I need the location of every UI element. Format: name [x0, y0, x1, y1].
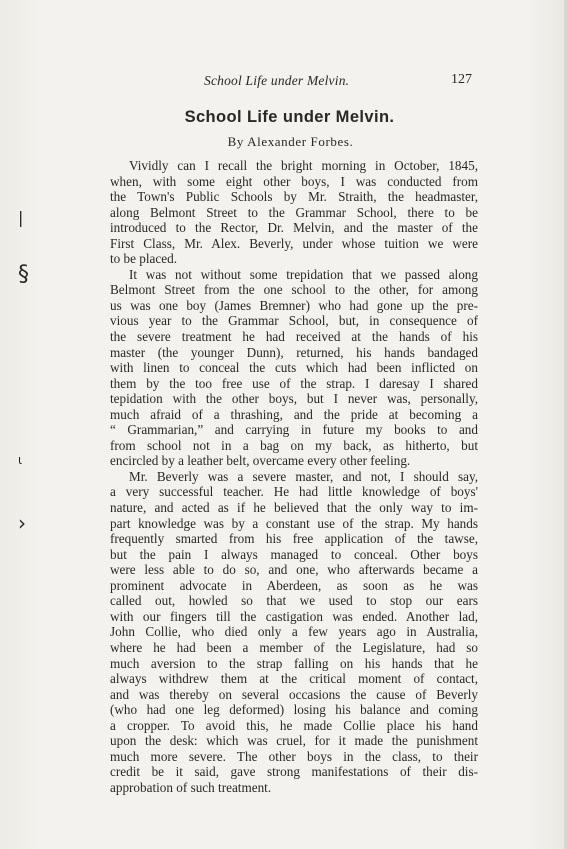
article-title: School Life under Melvin.	[184, 108, 395, 126]
text-line: frequently smarted from his free application of the tawse,	[110, 531, 478, 547]
text-line: much afraid of a thrashing, and the pride at becoming a	[110, 406, 478, 422]
text-line: encircled by a leather belt, overcame every other feeling.	[110, 453, 411, 469]
text-line: with linen to conceal the cuts which had been inflicted on	[110, 360, 478, 376]
text-line: Vividly can I recall the bright morning in October, 1845,	[129, 158, 478, 173]
text-line: much more severe. The other boys in the class, to their	[110, 748, 478, 764]
text-line: vious year to the Grammar School, but, in consequence of	[110, 313, 478, 329]
margin-mark-4: ›	[18, 511, 26, 535]
paragraph	[110, 267, 478, 469]
text-line: with our fingers till the castigation was ended. Another lad,	[110, 608, 478, 624]
article-byline: By Alexander Forbes.	[227, 134, 354, 149]
text-line: the Town's Public Schools by Mr. Straith, the headmaster,	[110, 189, 478, 205]
text-line: us was one boy (James Bremner) who had gone up the pre-	[110, 297, 478, 313]
text-line: and was thereby on several occasions the cause of Beverly	[110, 686, 478, 702]
text-line: but the pain I always managed to conceal. Other boys	[110, 546, 478, 562]
text-line: called out, howled so that we used to stop our ears	[110, 593, 478, 609]
text-line: approbation of such treatment.	[110, 779, 272, 795]
text-line: along Belmont Street to the Grammar School, there to be	[110, 204, 478, 220]
text-line: when, with some eight other boys, I was conducted from	[110, 173, 478, 189]
text-line: John Collie, who died only a few years ago in Australia,	[110, 624, 478, 640]
text-line: them by the too free use of the strap. I daresay I shared	[110, 375, 478, 391]
text-line: nature, and acted as if he believed that the only way to im-	[110, 500, 478, 516]
text-line: credit be it said, gave strong manifestations of their dis-	[110, 764, 478, 780]
text-line: It was not without some trepidation that we passed along	[129, 266, 478, 282]
running-head-title: School Life under Melvin.	[204, 73, 350, 88]
paragraph	[110, 158, 478, 267]
text-line: (who had one leg deformed) losing his balance and coming	[110, 702, 478, 718]
text-line: Mr. Beverly was a severe master, and not, I should say,	[129, 468, 478, 484]
margin-mark-2: §	[18, 262, 29, 287]
text-line: where he had been a member of the Legislature, had so	[110, 639, 478, 655]
text-line: introduced to the Rector, Dr. Melvin, and the master of the	[110, 220, 478, 236]
article-body	[110, 158, 478, 795]
margin-mark-1: |	[18, 208, 24, 227]
text-line: the severe treatment he had received at the hands of his	[110, 329, 478, 345]
text-line: were less able to do so, and one, who afterwards became a	[110, 562, 478, 578]
text-line: to be placed.	[110, 251, 178, 267]
text-line: part knowledge was by a constant use of the strap. My hands	[110, 515, 478, 531]
text-line: upon the desk: which was cruel, for it made the punishment	[110, 733, 478, 749]
margin-mark-3: ι	[18, 453, 23, 467]
text-line: Belmont Street from the one school to the other, for among	[110, 282, 478, 298]
text-line: a cropper. To avoid this, he made Collie place his hand	[110, 717, 478, 733]
text-line: tepidation with the other boys, but I never was, personally,	[110, 391, 478, 407]
text-line: “ Grammarian,” and carrying in future my books to and	[110, 422, 478, 438]
page-number: 127	[451, 72, 472, 87]
text-line: much aversion to the strap falling on his hands that he	[110, 655, 478, 671]
text-line: a very successful teacher. He had little knowledge of boys'	[110, 484, 478, 500]
text-line: master (the younger Dunn), returned, his hands bandaged	[110, 344, 478, 360]
paragraph	[110, 469, 478, 795]
text-line: always withdrew them at the critical moment of contact,	[110, 671, 478, 687]
running-head	[110, 73, 567, 93]
text-line: prominent advocate in Aberdeen, as soon as he was	[110, 577, 478, 593]
text-line: from school not in a bag on my back, as hitherto, but	[110, 437, 478, 453]
text-line: First Class, Mr. Alex. Beverly, under whose tuition we were	[110, 235, 478, 251]
